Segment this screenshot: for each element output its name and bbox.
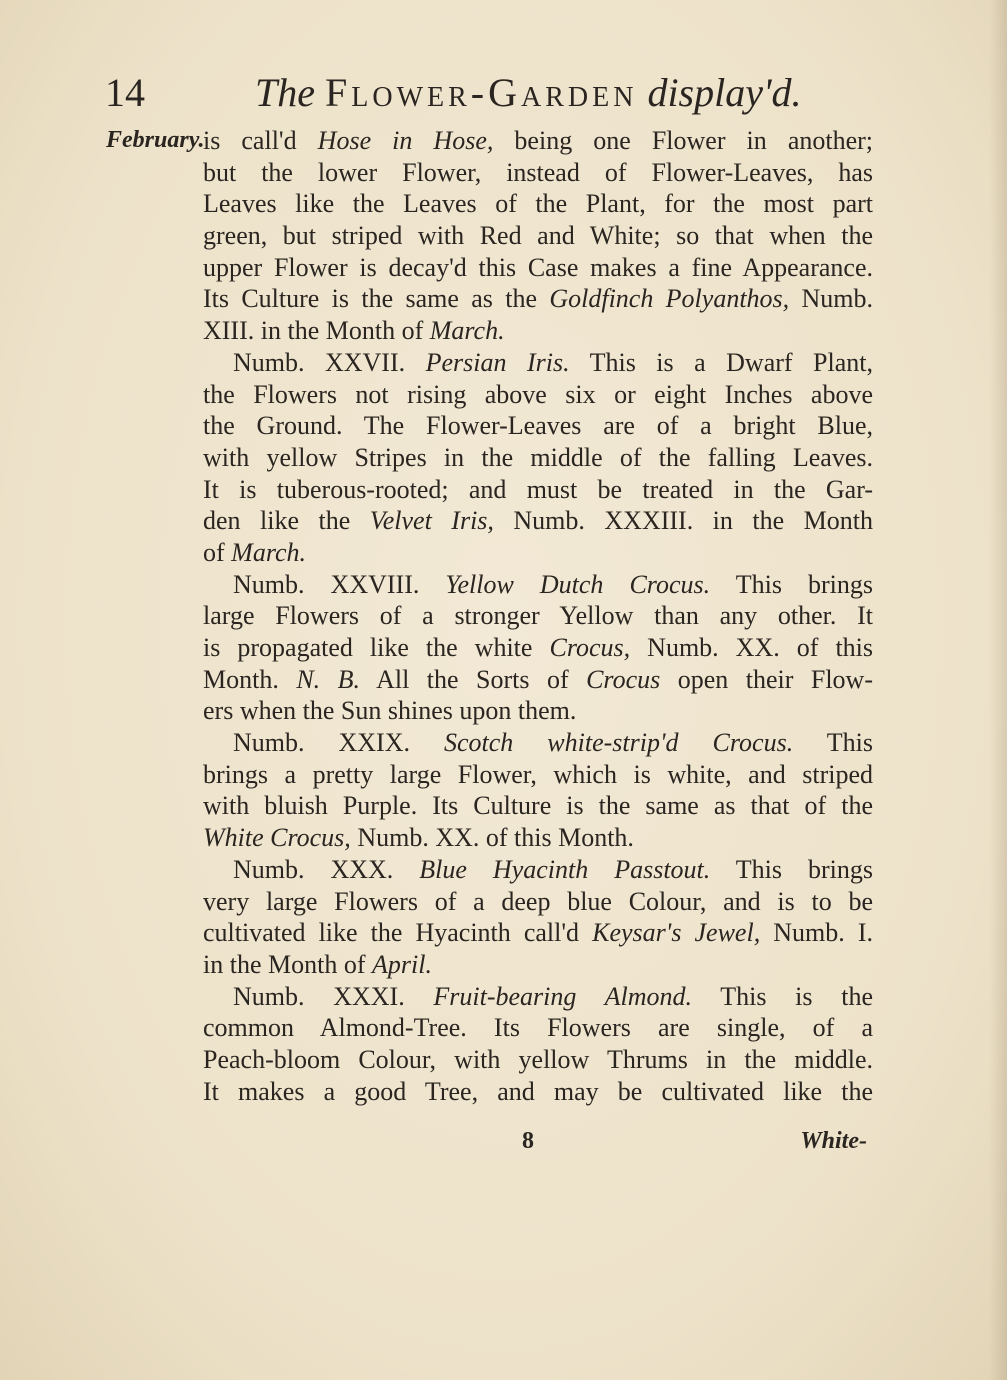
- text-line: [203, 188, 873, 220]
- italic-text: Crocus: [586, 664, 661, 694]
- text-line: [203, 474, 873, 506]
- text-line: [203, 347, 873, 379]
- italic-text: March.: [429, 316, 505, 346]
- text-line: [203, 759, 873, 791]
- roman-text: This is the: [692, 981, 873, 1011]
- roman-text: Numb. XXXI.: [233, 981, 434, 1011]
- page-edge-shadow: [989, 0, 1007, 1380]
- roman-text: but the lower Flower, instead of Flower-Leaves, has: [203, 157, 873, 187]
- italic-text: March.: [231, 537, 307, 567]
- italic-text: N. B.: [296, 664, 361, 694]
- roman-text: cultivated like the Hyacinth call'd: [203, 918, 593, 948]
- text-line: [203, 252, 873, 284]
- roman-text: Numb. I.: [760, 918, 873, 948]
- italic-text: White Crocus,: [203, 823, 351, 853]
- roman-text: green, but striped with Red and White; so that when the: [203, 221, 873, 251]
- text-line: [203, 664, 873, 696]
- roman-text: Numb. XXIX.: [233, 728, 444, 758]
- roman-text: Numb. XX. of this Month.: [350, 823, 634, 853]
- roman-text: Numb. XXXIII. in the Month: [493, 506, 873, 536]
- italic-text: Scotch white-strip'd Crocus.: [444, 728, 794, 758]
- italic-text: Fruit-bearing Almond.: [433, 981, 693, 1011]
- text-line: [203, 410, 873, 442]
- italic-text: Hose in Hose,: [317, 126, 494, 155]
- roman-text: Its Culture is the same as the: [203, 284, 550, 314]
- roman-text: It is tuberous-rooted; and must be treated in the Gar-: [203, 474, 873, 504]
- running-title-article: The: [255, 70, 315, 115]
- roman-text: is propagated like the white: [203, 633, 550, 662]
- roman-text: common Almond-Tree. Its Flowers are single, of a: [203, 1013, 873, 1043]
- roman-text: large Flowers of a stronger Yellow than any other. It: [203, 601, 873, 631]
- text-line: [203, 283, 873, 315]
- text-line: [203, 854, 873, 886]
- text-line: [203, 822, 873, 854]
- roman-text: open their Flow-: [660, 664, 873, 694]
- running-title-end: display'd.: [647, 70, 802, 115]
- running-header: [100, 64, 870, 122]
- text-line: [203, 1076, 873, 1108]
- text-line: [203, 220, 873, 252]
- text-line: [203, 125, 873, 157]
- running-title: [255, 64, 802, 122]
- italic-text: Yellow Dutch Crocus.: [445, 569, 711, 599]
- text-line: [203, 442, 873, 474]
- text-line: [203, 790, 873, 822]
- italic-text: Persian Iris.: [425, 347, 570, 377]
- roman-text: den like the: [203, 506, 370, 536]
- roman-text: upper Flower is decay'd this Case makes a fine Appearance.: [203, 252, 873, 282]
- text-line: [203, 537, 873, 569]
- text-line: [203, 917, 873, 949]
- text-line: [203, 632, 873, 664]
- margin-note-month: February.: [106, 127, 205, 153]
- page-number: 14: [105, 70, 145, 115]
- roman-text: All the Sorts of: [360, 664, 587, 694]
- roman-text: in the Month of: [203, 949, 372, 979]
- italic-text: Goldfinch Polyanthos,: [549, 284, 790, 314]
- italic-text: April.: [372, 949, 432, 979]
- text-line: [203, 379, 873, 411]
- roman-text: the Flowers not rising above six or eight Inches above: [203, 379, 873, 409]
- text-line: [203, 157, 873, 189]
- text-line: [203, 1044, 873, 1076]
- roman-text: with bluish Purple. Its Culture is the same as that of the: [203, 791, 873, 821]
- body-text: [203, 125, 873, 1107]
- italic-text: Blue Hyacinth Passtout.: [419, 854, 711, 884]
- roman-text: This is a Dwarf Plant,: [569, 347, 873, 377]
- roman-text: being one Flower in another;: [493, 126, 874, 155]
- italic-text: Keysar's Jewel,: [592, 918, 761, 948]
- roman-text: is call'd: [203, 126, 318, 155]
- roman-text: Numb. XX. of this: [630, 633, 874, 662]
- roman-text: This: [793, 728, 873, 758]
- text-line: [203, 886, 873, 918]
- roman-text: Numb. XXVII.: [233, 347, 426, 377]
- roman-text: with yellow Stripes in the middle of the falling Leaves.: [203, 442, 873, 472]
- italic-text: Crocus,: [549, 633, 631, 662]
- text-line: [203, 1012, 873, 1044]
- roman-text: brings a pretty large Flower, which is white, and striped: [203, 759, 873, 789]
- text-line: [203, 949, 873, 981]
- text-line: [203, 315, 873, 347]
- roman-text: ers when the Sun shines upon them.: [203, 696, 577, 726]
- roman-text: Numb. XXX.: [233, 854, 420, 884]
- roman-text: Numb. XXVIII.: [233, 569, 446, 599]
- roman-text: of: [203, 537, 232, 567]
- roman-text: the Ground. The Flower-Leaves are of a bright Blue,: [203, 411, 873, 441]
- text-line: [203, 505, 873, 537]
- text-line: [203, 727, 873, 759]
- text-line: [203, 600, 873, 632]
- catchword: White-: [800, 1128, 867, 1154]
- text-line: [203, 695, 873, 727]
- roman-text: very large Flowers of a deep blue Colour, and is to be: [203, 886, 873, 916]
- page-footer: [200, 1124, 867, 1158]
- roman-text: This brings: [710, 569, 873, 599]
- text-line: [203, 981, 873, 1013]
- roman-text: It makes a good Tree, and may be cultivated like the: [203, 1076, 873, 1106]
- italic-text: Velvet Iris,: [369, 506, 494, 536]
- signature-mark: 8: [522, 1128, 534, 1154]
- text-line: [203, 569, 873, 601]
- roman-text: This brings: [710, 854, 873, 884]
- roman-text: Numb.: [789, 284, 874, 314]
- roman-text: Leaves like the Leaves of the Plant, for the most part: [203, 189, 873, 219]
- roman-text: Peach-bloom Colour, with yellow Thrums in the middle.: [203, 1044, 873, 1074]
- roman-text: Month.: [203, 664, 297, 694]
- roman-text: XIII. in the Month of: [203, 316, 430, 346]
- running-title-main: Flower-Garden: [325, 70, 638, 115]
